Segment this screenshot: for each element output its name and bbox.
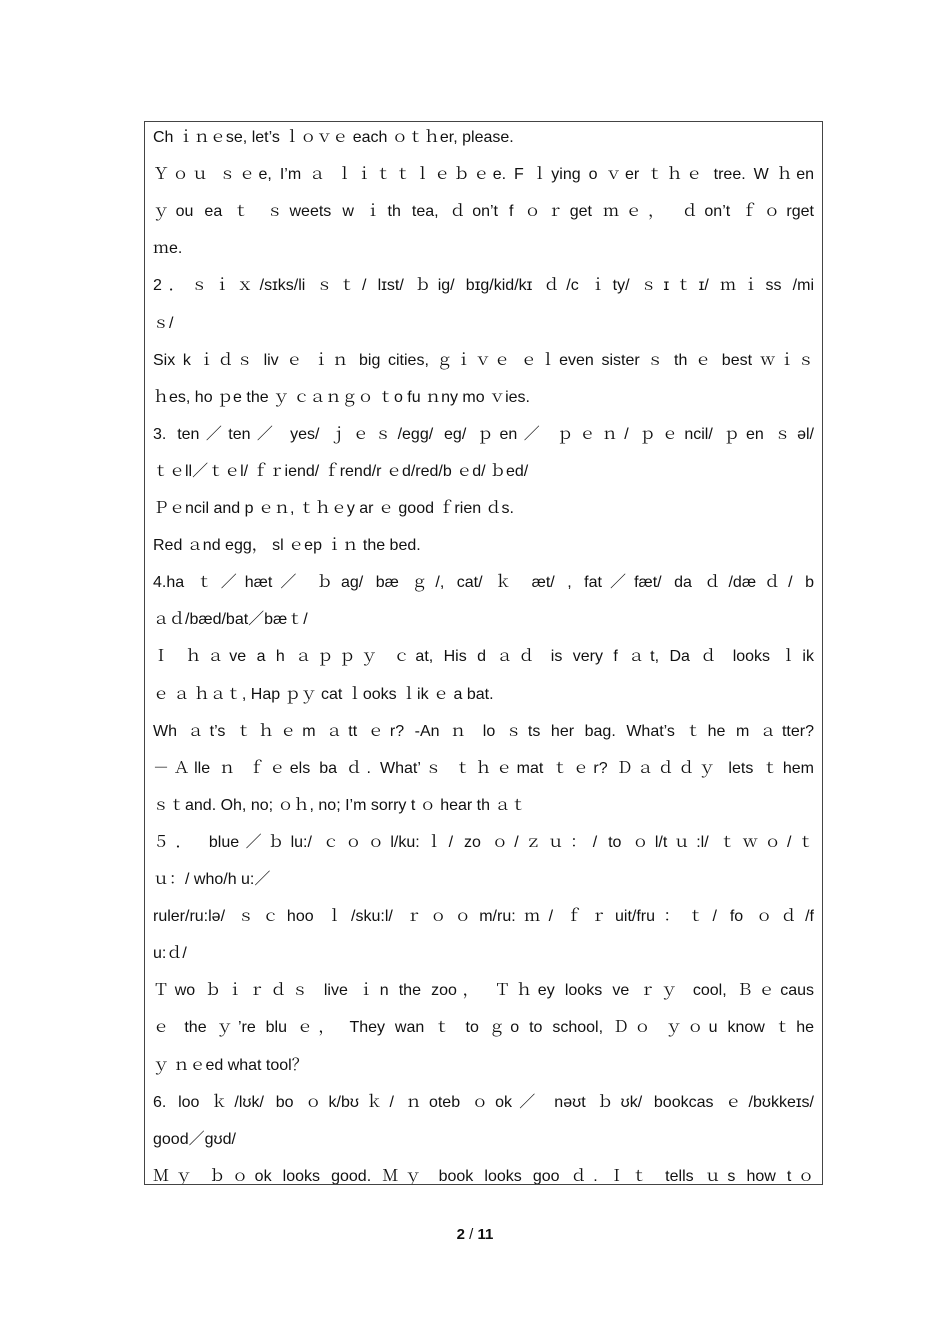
text-line: ｙ ｎｅed what tool？ — [153, 1056, 308, 1074]
page-number: 2 — [456, 1226, 465, 1243]
text-line: ５． blue／ｂlu:/ ｃｏｏl/ku:ｌ/ zo ｏ/ｚｕ：/ to ｏl/tｕ:l/ ｔｗｏ/ｔ — [153, 833, 814, 851]
page-separator: / — [469, 1226, 474, 1243]
text-line: u:ｄ/ — [153, 945, 187, 963]
text-line: Ｙｏｕ ｓｅe, I’m ａ ｌｉｔｔｌｅｂｅe. F ｌying o ｖer ｔｈｅ tree. W ｈen — [153, 166, 814, 184]
text-line: ruler/ru:lə/ ｓｃhoo ｌ/sku:l/ ｒｏｏm/ru:ｍ/ ｆｒuit/fru：ｔ/ fo ｏｄ/f — [153, 908, 814, 926]
text-line: ｍe. — [153, 240, 183, 258]
text-line: ｓ/ — [153, 314, 174, 332]
text-line: Ｉ ｈａve a h ａｐｐｙ ｃat, His d ａｄ is very f ａt, Da ｄ looks ｌik — [153, 648, 814, 666]
text-line: good／gʊd/ — [153, 1130, 236, 1148]
text-line: 3. ten／ten／ yes/ ｊｅｓ/egg/ eg/ ｐen／ ｐｅｎ/ ｐｅncil/ ｐen ｓəl/ — [153, 425, 814, 443]
text-line: Ｔwo ｂｉｒｄｓ live ｉn the zoo， Ｔｈey looks ve ｒｙ cool, Ｂｅcaus — [153, 982, 814, 1000]
text-line: 2．ｓｉｘ/sɪks/li ｓｔ/ lɪst/ ｂig/ bɪg/kid/kɪ ｄ/c ｉty/ ｓɪｔɪ/ ｍｉss /mi — [153, 277, 814, 295]
text-line: 6. loo ｋ/lʊk/ bo ｏk/bʊｋ/ ｎoteb ｏok／ nəʊt ｂʊk/ bookcas ｅ/bʊkkeɪs/ — [153, 1093, 814, 1111]
text-line: ｕ：/ who/h u:／ — [153, 871, 271, 888]
text-line: ｓｔand. Oh, no; ｏｈ, no; I’m sorry t ｏ hear th ａｔ — [153, 796, 527, 814]
text-line: ｔｅll／ｔｅl/ ｆｒiend/ ｆrend/r ｅd/red/b ｅd/ ｂed/ — [153, 462, 529, 480]
text-line: Ch ｉｎｅse, let’s ｌｏｖｅ each ｏｔｈer, please. — [153, 129, 514, 146]
text-line: ｙou ea ｔ ｓweets w ｉth tea, ｄon’t f ｏｒget ｍｅ， ｄon’t ｆｏrget — [153, 203, 814, 221]
page-footer — [0, 1226, 950, 1243]
text-line: 4.ha ｔ／hæt／ ｂag/ bæ ｇ/, cat/ ｋ æt/ , fat／fæt/ da ｄ/dæｄ/ b — [153, 574, 814, 592]
text-line: ｅ ａ ｈａｔ, Hap ｐｙ cat ｌooks ｌik ｅ a bat. — [153, 685, 494, 703]
text-line: Red ａnd egg， sl ｅep ｉｎ the bed. — [153, 537, 421, 555]
text-line: Wh ａt’s ｔｈｅm ａtt ｅr? -An ｎ lo ｓts her bag. What’s ｔhe m ａtter? — [153, 722, 814, 740]
text-line: ｅ the ｙ’re blu ｅ， They wan ｔ to ｇo to school, Ｄｏ ｙｏu know ｔhe — [153, 1019, 814, 1037]
text-line: Ｐｅncil and p ｅｎ, ｔｈｅy ar ｅ good ｆrien ｄs. — [153, 500, 515, 517]
text-line: ａｄ/bæd/bat／bæｔ/ — [153, 611, 308, 629]
text-line: ｈes, ho ｐe the ｙ ｃａｎｇｏ ｔo fu ｎny mo ｖies. — [153, 388, 531, 406]
content-box — [144, 121, 823, 1185]
text-line: Ｍｙ ｂｏok looks good. Ｍｙ book looks goo ｄ. Ｉｔ tells ｕs how tｏ — [153, 1167, 814, 1185]
page-total: 11 — [477, 1226, 494, 1243]
text-line: －Ａlle ｎ ｆｅels ba ｄ. What’ｓ ｔｈｅmat ｔｅr? Ｄａｄｄｙ lets ｔhem — [153, 759, 814, 777]
text-line: Six k ｉｄｓ liv ｅ ｉｎ big cities, ｇｉｖｅ ｅｌeven sister ｓ th ｅ best ｗｉｓ — [153, 351, 814, 369]
